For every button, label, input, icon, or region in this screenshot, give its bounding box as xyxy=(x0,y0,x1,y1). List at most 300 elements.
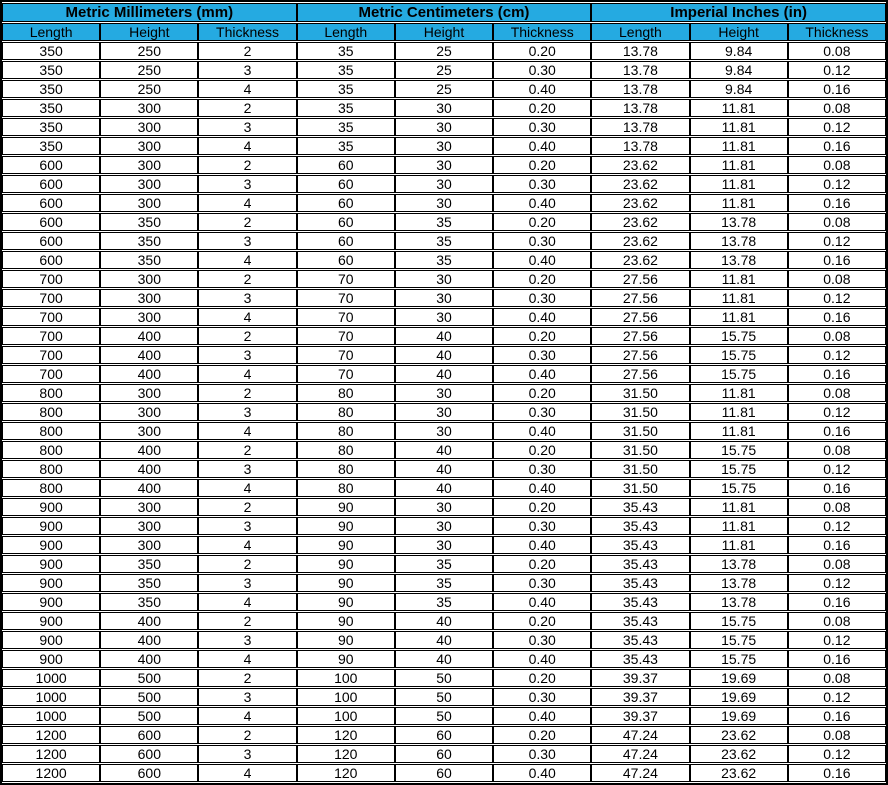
cell: 15.75 xyxy=(690,327,788,345)
cell: 900 xyxy=(2,612,100,630)
group-header-imperial-inches: Imperial Inches (in) xyxy=(591,3,886,22)
cell: 11.81 xyxy=(690,498,788,516)
column-header-height-group0: Height xyxy=(100,23,198,41)
cell: 350 xyxy=(100,213,198,231)
cell: 50 xyxy=(395,669,493,687)
cell: 23.62 xyxy=(591,194,689,212)
cell: 23.62 xyxy=(591,175,689,193)
cell: 4 xyxy=(198,80,296,98)
cell: 400 xyxy=(100,460,198,478)
cell: 100 xyxy=(297,669,395,687)
cell: 13.78 xyxy=(690,251,788,269)
table-row xyxy=(2,707,886,725)
table-row xyxy=(2,574,886,592)
cell: 0.20 xyxy=(493,555,591,573)
table-row xyxy=(2,118,886,136)
table-row xyxy=(2,232,886,250)
cell: 11.81 xyxy=(690,384,788,402)
cell: 31.50 xyxy=(591,422,689,440)
cell: 350 xyxy=(2,42,100,60)
cell: 50 xyxy=(395,688,493,706)
cell: 4 xyxy=(198,308,296,326)
cell: 0.12 xyxy=(788,61,886,79)
table-row xyxy=(2,631,886,649)
cell: 300 xyxy=(100,289,198,307)
cell: 250 xyxy=(100,80,198,98)
cell: 2 xyxy=(198,384,296,402)
cell: 23.62 xyxy=(591,156,689,174)
cell: 500 xyxy=(100,707,198,725)
cell: 25 xyxy=(395,80,493,98)
cell: 600 xyxy=(2,232,100,250)
cell: 900 xyxy=(2,536,100,554)
cell: 39.37 xyxy=(591,707,689,725)
cell: 80 xyxy=(297,384,395,402)
cell: 30 xyxy=(395,498,493,516)
cell: 800 xyxy=(2,441,100,459)
cell: 35 xyxy=(395,593,493,611)
cell: 350 xyxy=(2,61,100,79)
table-row xyxy=(2,137,886,155)
cell: 0.08 xyxy=(788,612,886,630)
cell: 27.56 xyxy=(591,270,689,288)
cell: 35.43 xyxy=(591,517,689,535)
cell: 40 xyxy=(395,631,493,649)
group-header-metric-centimeters: Metric Centimeters (cm) xyxy=(297,3,592,22)
cell: 40 xyxy=(395,346,493,364)
cell: 90 xyxy=(297,574,395,592)
cell: 0.16 xyxy=(788,707,886,725)
cell: 80 xyxy=(297,479,395,497)
cell: 11.81 xyxy=(690,308,788,326)
cell: 600 xyxy=(2,175,100,193)
table-row xyxy=(2,251,886,269)
cell: 47.24 xyxy=(591,764,689,782)
cell: 0.40 xyxy=(493,137,591,155)
cell: 1200 xyxy=(2,726,100,744)
cell: 400 xyxy=(100,346,198,364)
cell: 0.16 xyxy=(788,251,886,269)
cell: 31.50 xyxy=(591,384,689,402)
table-row xyxy=(2,194,886,212)
cell: 60 xyxy=(395,726,493,744)
table-row xyxy=(2,289,886,307)
cell: 0.20 xyxy=(493,327,591,345)
cell: 35 xyxy=(297,42,395,60)
cell: 35 xyxy=(297,61,395,79)
cell: 0.16 xyxy=(788,365,886,383)
cell: 15.75 xyxy=(690,441,788,459)
table-row xyxy=(2,327,886,345)
cell: 35.43 xyxy=(591,593,689,611)
cell: 35 xyxy=(395,232,493,250)
table-row xyxy=(2,441,886,459)
column-header-length-group2: Length xyxy=(591,23,689,41)
cell: 0.08 xyxy=(788,669,886,687)
cell: 350 xyxy=(2,80,100,98)
cell: 0.08 xyxy=(788,384,886,402)
cell: 60 xyxy=(395,764,493,782)
cell: 11.81 xyxy=(690,175,788,193)
cell: 900 xyxy=(2,631,100,649)
cell: 400 xyxy=(100,631,198,649)
column-header-length-group0: Length xyxy=(2,23,100,41)
cell: 80 xyxy=(297,460,395,478)
cell: 60 xyxy=(297,232,395,250)
column-header-thickness-group1: Thickness xyxy=(493,23,591,41)
cell: 0.12 xyxy=(788,232,886,250)
cell: 90 xyxy=(297,612,395,630)
cell: 0.20 xyxy=(493,498,591,516)
cell: 35.43 xyxy=(591,650,689,668)
cell: 350 xyxy=(2,118,100,136)
cell: 35 xyxy=(395,251,493,269)
cell: 3 xyxy=(198,289,296,307)
table-row xyxy=(2,669,886,687)
cell: 1000 xyxy=(2,669,100,687)
cell: 2 xyxy=(198,99,296,117)
cell: 3 xyxy=(198,232,296,250)
cell: 0.08 xyxy=(788,327,886,345)
cell: 0.20 xyxy=(493,156,591,174)
cell: 11.81 xyxy=(690,517,788,535)
cell: 250 xyxy=(100,61,198,79)
cell: 0.20 xyxy=(493,612,591,630)
cell: 4 xyxy=(198,194,296,212)
cell: 13.78 xyxy=(591,42,689,60)
cell: 19.69 xyxy=(690,688,788,706)
cell: 0.12 xyxy=(788,574,886,592)
cell: 30 xyxy=(395,403,493,421)
cell: 4 xyxy=(198,365,296,383)
cell: 23.62 xyxy=(690,745,788,763)
cell: 2 xyxy=(198,327,296,345)
cell: 600 xyxy=(2,194,100,212)
cell: 600 xyxy=(100,726,198,744)
cell: 30 xyxy=(395,194,493,212)
table-row xyxy=(2,612,886,630)
cell: 35 xyxy=(395,574,493,592)
cell: 0.40 xyxy=(493,650,591,668)
cell: 0.40 xyxy=(493,479,591,497)
cell: 900 xyxy=(2,517,100,535)
cell: 600 xyxy=(100,745,198,763)
cell: 0.12 xyxy=(788,289,886,307)
cell: 800 xyxy=(2,403,100,421)
cell: 350 xyxy=(100,574,198,592)
cell: 27.56 xyxy=(591,327,689,345)
cell: 0.30 xyxy=(493,118,591,136)
cell: 300 xyxy=(100,194,198,212)
cell: 39.37 xyxy=(591,669,689,687)
cell: 30 xyxy=(395,536,493,554)
cell: 700 xyxy=(2,365,100,383)
cell: 0.16 xyxy=(788,422,886,440)
table-row xyxy=(2,555,886,573)
cell: 0.16 xyxy=(788,593,886,611)
cell: 0.20 xyxy=(493,669,591,687)
cell: 0.30 xyxy=(493,346,591,364)
table-row xyxy=(2,536,886,554)
cell: 60 xyxy=(297,156,395,174)
cell: 2 xyxy=(198,441,296,459)
cell: 30 xyxy=(395,308,493,326)
cell: 120 xyxy=(297,764,395,782)
table-row xyxy=(2,764,886,782)
cell: 30 xyxy=(395,137,493,155)
cell: 23.62 xyxy=(591,232,689,250)
cell: 15.75 xyxy=(690,612,788,630)
cell: 15.75 xyxy=(690,631,788,649)
table-row xyxy=(2,156,886,174)
cell: 27.56 xyxy=(591,346,689,364)
cell: 600 xyxy=(2,156,100,174)
cell: 3 xyxy=(198,175,296,193)
cell: 0.30 xyxy=(493,745,591,763)
cell: 60 xyxy=(297,194,395,212)
cell: 30 xyxy=(395,422,493,440)
cell: 300 xyxy=(100,498,198,516)
cell: 35.43 xyxy=(591,631,689,649)
cell: 400 xyxy=(100,612,198,630)
cell: 400 xyxy=(100,479,198,497)
cell: 11.81 xyxy=(690,194,788,212)
cell: 100 xyxy=(297,707,395,725)
cell: 35.43 xyxy=(591,555,689,573)
cell: 9.84 xyxy=(690,61,788,79)
column-header-height-group1: Height xyxy=(395,23,493,41)
cell: 700 xyxy=(2,346,100,364)
cell: 11.81 xyxy=(690,270,788,288)
cell: 40 xyxy=(395,327,493,345)
cell: 0.20 xyxy=(493,441,591,459)
cell: 300 xyxy=(100,175,198,193)
cell: 11.81 xyxy=(690,403,788,421)
cell: 0.12 xyxy=(788,403,886,421)
cell: 23.62 xyxy=(690,726,788,744)
cell: 40 xyxy=(395,650,493,668)
cell: 0.12 xyxy=(788,745,886,763)
cell: 15.75 xyxy=(690,650,788,668)
cell: 13.78 xyxy=(690,555,788,573)
cell: 0.40 xyxy=(493,194,591,212)
cell: 0.12 xyxy=(788,118,886,136)
cell: 0.40 xyxy=(493,365,591,383)
cell: 0.08 xyxy=(788,441,886,459)
cell: 800 xyxy=(2,460,100,478)
cell: 13.78 xyxy=(591,118,689,136)
cell: 31.50 xyxy=(591,479,689,497)
cell: 0.20 xyxy=(493,384,591,402)
cell: 300 xyxy=(100,536,198,554)
cell: 0.08 xyxy=(788,498,886,516)
cell: 900 xyxy=(2,555,100,573)
cell: 13.78 xyxy=(591,137,689,155)
cell: 0.30 xyxy=(493,688,591,706)
cell: 30 xyxy=(395,175,493,193)
cell: 0.40 xyxy=(493,764,591,782)
table-row xyxy=(2,213,886,231)
table-row xyxy=(2,308,886,326)
cell: 35.43 xyxy=(591,536,689,554)
table-row xyxy=(2,479,886,497)
cell: 0.40 xyxy=(493,536,591,554)
cell: 80 xyxy=(297,422,395,440)
cell: 60 xyxy=(297,175,395,193)
cell: 0.30 xyxy=(493,403,591,421)
cell: 0.40 xyxy=(493,422,591,440)
cell: 40 xyxy=(395,365,493,383)
subheader-row xyxy=(2,23,886,41)
table-row xyxy=(2,422,886,440)
cell: 70 xyxy=(297,327,395,345)
cell: 27.56 xyxy=(591,308,689,326)
cell: 3 xyxy=(198,517,296,535)
cell: 800 xyxy=(2,384,100,402)
table-row xyxy=(2,460,886,478)
cell: 11.81 xyxy=(690,289,788,307)
table-row xyxy=(2,61,886,79)
cell: 300 xyxy=(100,384,198,402)
cell: 900 xyxy=(2,593,100,611)
cell: 0.08 xyxy=(788,270,886,288)
cell: 13.78 xyxy=(591,80,689,98)
cell: 30 xyxy=(395,156,493,174)
cell: 4 xyxy=(198,593,296,611)
cell: 0.20 xyxy=(493,726,591,744)
cell: 0.16 xyxy=(788,479,886,497)
cell: 90 xyxy=(297,517,395,535)
cell: 4 xyxy=(198,251,296,269)
cell: 300 xyxy=(100,308,198,326)
cell: 0.12 xyxy=(788,688,886,706)
column-header-thickness-group2: Thickness xyxy=(788,23,886,41)
cell: 19.69 xyxy=(690,707,788,725)
cell: 15.75 xyxy=(690,365,788,383)
cell: 40 xyxy=(395,612,493,630)
cell: 0.12 xyxy=(788,346,886,364)
cell: 23.62 xyxy=(591,251,689,269)
cell: 500 xyxy=(100,669,198,687)
cell: 70 xyxy=(297,308,395,326)
cell: 0.08 xyxy=(788,99,886,117)
cell: 90 xyxy=(297,631,395,649)
cell: 60 xyxy=(297,213,395,231)
cell: 0.30 xyxy=(493,631,591,649)
cell: 0.40 xyxy=(493,80,591,98)
cell: 30 xyxy=(395,384,493,402)
cell: 4 xyxy=(198,536,296,554)
cell: 2 xyxy=(198,156,296,174)
cell: 0.12 xyxy=(788,631,886,649)
cell: 47.24 xyxy=(591,726,689,744)
table-row xyxy=(2,42,886,60)
cell: 30 xyxy=(395,517,493,535)
cell: 0.40 xyxy=(493,593,591,611)
cell: 500 xyxy=(100,688,198,706)
cell: 11.81 xyxy=(690,156,788,174)
cell: 30 xyxy=(395,270,493,288)
cell: 900 xyxy=(2,498,100,516)
cell: 70 xyxy=(297,289,395,307)
cell: 11.81 xyxy=(690,137,788,155)
table-row xyxy=(2,346,886,364)
cell: 3 xyxy=(198,346,296,364)
table-row xyxy=(2,175,886,193)
cell: 15.75 xyxy=(690,346,788,364)
cell: 11.81 xyxy=(690,536,788,554)
cell: 2 xyxy=(198,498,296,516)
table-row xyxy=(2,517,886,535)
cell: 13.78 xyxy=(690,232,788,250)
column-header-length-group1: Length xyxy=(297,23,395,41)
cell: 3 xyxy=(198,688,296,706)
cell: 800 xyxy=(2,479,100,497)
cell: 700 xyxy=(2,308,100,326)
cell: 31.50 xyxy=(591,403,689,421)
cell: 0.08 xyxy=(788,213,886,231)
cell: 700 xyxy=(2,270,100,288)
cell: 70 xyxy=(297,365,395,383)
cell: 0.08 xyxy=(788,156,886,174)
cell: 2 xyxy=(198,669,296,687)
cell: 31.50 xyxy=(591,460,689,478)
cell: 100 xyxy=(297,688,395,706)
cell: 4 xyxy=(198,137,296,155)
cell: 300 xyxy=(100,118,198,136)
cell: 35 xyxy=(297,118,395,136)
cell: 90 xyxy=(297,650,395,668)
cell: 40 xyxy=(395,460,493,478)
cell: 0.40 xyxy=(493,707,591,725)
cell: 600 xyxy=(2,251,100,269)
cell: 19.69 xyxy=(690,669,788,687)
cell: 400 xyxy=(100,327,198,345)
cell: 25 xyxy=(395,61,493,79)
table-row xyxy=(2,384,886,402)
cell: 400 xyxy=(100,365,198,383)
cell: 13.78 xyxy=(591,61,689,79)
cell: 0.40 xyxy=(493,308,591,326)
cell: 350 xyxy=(100,593,198,611)
cell: 0.16 xyxy=(788,536,886,554)
cell: 35 xyxy=(395,213,493,231)
cell: 80 xyxy=(297,441,395,459)
cell: 3 xyxy=(198,61,296,79)
cell: 15.75 xyxy=(690,460,788,478)
cell: 300 xyxy=(100,270,198,288)
cell: 13.78 xyxy=(690,593,788,611)
cell: 400 xyxy=(100,441,198,459)
cell: 80 xyxy=(297,403,395,421)
group-header-metric-millimeters: Metric Millimeters (mm) xyxy=(2,3,297,22)
cell: 4 xyxy=(198,764,296,782)
cell: 40 xyxy=(395,441,493,459)
cell: 1200 xyxy=(2,764,100,782)
cell: 27.56 xyxy=(591,289,689,307)
cell: 350 xyxy=(100,232,198,250)
cell: 2 xyxy=(198,555,296,573)
cell: 2 xyxy=(198,270,296,288)
cell: 25 xyxy=(395,42,493,60)
cell: 350 xyxy=(100,251,198,269)
cell: 3 xyxy=(198,745,296,763)
cell: 300 xyxy=(100,99,198,117)
cell: 50 xyxy=(395,707,493,725)
cell: 35.43 xyxy=(591,612,689,630)
table-row xyxy=(2,365,886,383)
cell: 9.84 xyxy=(690,42,788,60)
